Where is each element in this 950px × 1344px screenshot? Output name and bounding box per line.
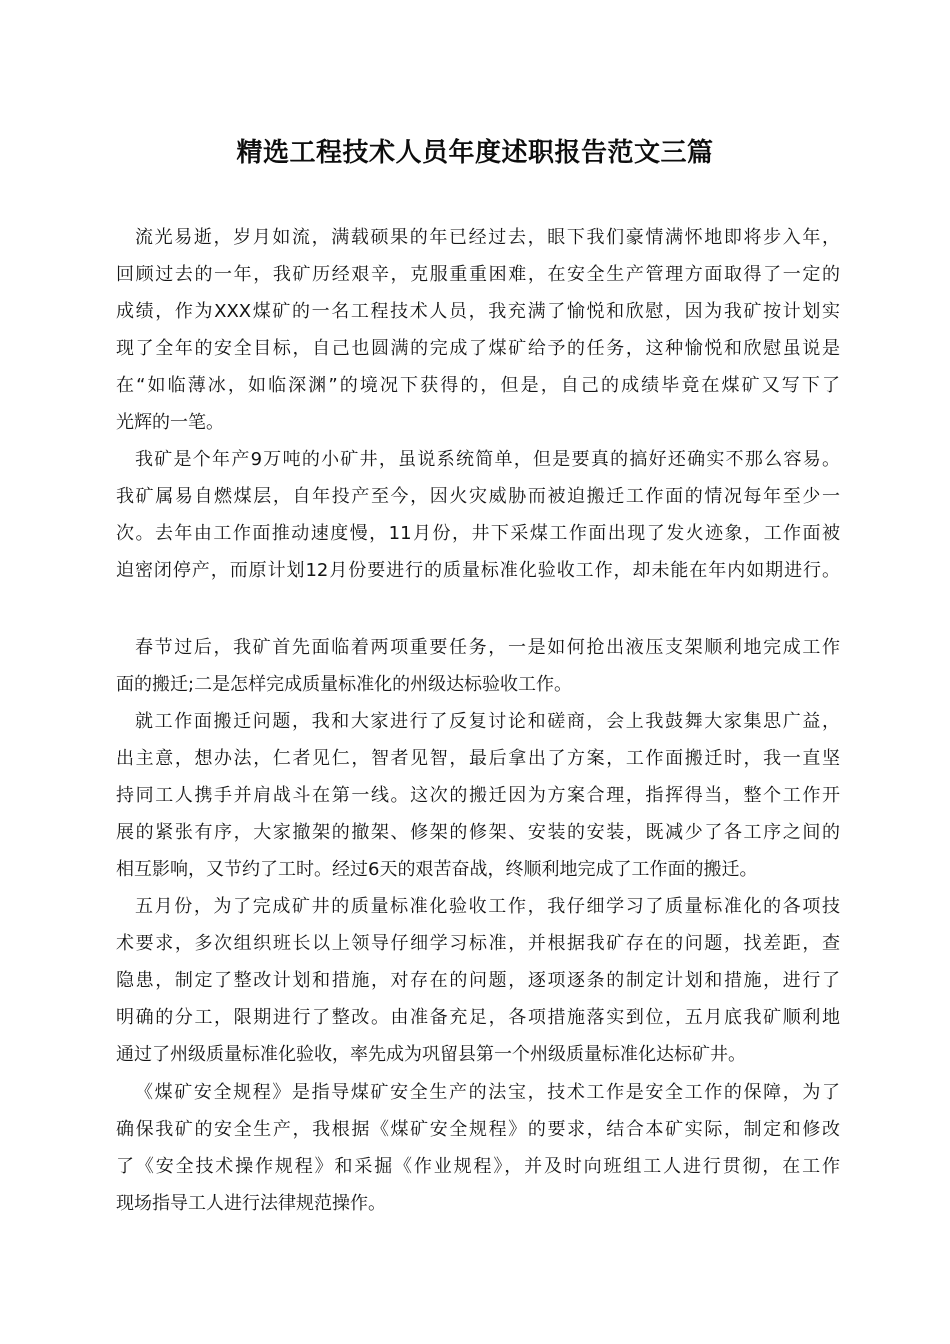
paragraph-4 <box>116 703 840 888</box>
paragraph-line: 现场指导工人进行法律规范操作。 <box>116 1193 386 1214</box>
paragraph-line: 相互影响，又节约了工时。经过6天的艰苦奋战，终顺利地完成了工作面的搬迁。 <box>116 859 758 880</box>
paragraph-line: 五月份，为了完成矿井的质量标准化验收工作，我仔细学习了质量标准化的各项技 <box>135 896 840 917</box>
paragraph-6 <box>116 1074 840 1222</box>
paragraph-3 <box>116 629 840 703</box>
paragraph-line: 展的紧张有序，大家撤架的撤架、修架的修架、安装的安装，既减少了各工序之间的 <box>116 822 840 843</box>
paragraph-2 <box>116 441 840 589</box>
paragraph-line: 我矿是个年产9万吨的小矿井，虽说系统简单，但是要真的搞好还确实不那么容易。 <box>135 449 840 470</box>
paragraph-line: 了《安全技术操作规程》和采掘《作业规程》，并及时向班组工人进行贯彻，在工作 <box>116 1156 840 1177</box>
paragraph-line: 回顾过去的一年，我矿历经艰辛，克服重重困难，在安全生产管理方面取得了一定的 <box>116 264 840 285</box>
paragraph-line: 就工作面搬迁问题，我和大家进行了反复讨论和磋商，会上我鼓舞大家集思广益， <box>135 711 840 732</box>
paragraph-line: 隐患，制定了整改计划和措施，对存在的问题，逐项逐条的制定计划和措施，进行了 <box>116 970 840 991</box>
paragraph-line: 面的搬迁;二是怎样完成质量标准化的州级达标验收工作。 <box>116 674 573 695</box>
paragraph-line: 迫密闭停产，而原计划12月份要进行的质量标准化验收工作，却未能在年内如期进行。 <box>116 560 840 581</box>
paragraph-1 <box>116 219 840 441</box>
paragraph-line: 我矿属易自燃煤层，自年投产至今，因火灾威胁而被迫搬迁工作面的情况每年至少一 <box>116 486 840 507</box>
document-title: 精选工程技术人员年度述职报告范文三篇 <box>236 138 714 168</box>
paragraph-line: 春节过后，我矿首先面临着两项重要任务，一是如何抢出液压支架顺利地完成工作 <box>135 637 840 658</box>
paragraph-line: 出主意，想办法，仁者见仁，智者见智，最后拿出了方案，工作面搬迁时，我一直坚 <box>116 748 840 769</box>
paragraph-line: 流光易逝，岁月如流，满载硕果的年已经过去，眼下我们豪情满怀地即将步入年， <box>135 227 840 248</box>
paragraph-line: 次。去年由工作面推动速度慢，11月份，井下采煤工作面出现了发火迹象，工作面被 <box>116 523 840 544</box>
paragraph-line: 通过了州级质量标准化验收，率先成为巩留县第一个州级质量标准化达标矿井。 <box>116 1044 746 1065</box>
paragraph-line: 现了全年的安全目标，自己也圆满的完成了煤矿给予的任务，这种愉悦和欣慰虽说是 <box>116 338 840 359</box>
paragraph-line: 在“如临薄冰，如临深渊”的境况下获得的，但是，自己的成绩毕竟在煤矿又写下了 <box>116 375 840 396</box>
paragraph-line: 明确的分工，限期进行了整改。由准备充足，各项措施落实到位，五月底我矿顺利地 <box>116 1007 840 1028</box>
paragraph-line: 成绩，作为XXX煤矿的一名工程技术人员，我充满了愉悦和欣慰，因为我矿按计划实 <box>116 301 840 322</box>
paragraph-line: 光辉的一笔。 <box>116 412 224 433</box>
paragraph-line: 术要求，多次组织班长以上领导仔细学习标准，并根据我矿存在的问题，找差距，查 <box>116 933 840 954</box>
paragraph-5 <box>116 888 840 1073</box>
paragraph-line: 确保我矿的安全生产，我根据《煤矿安全规程》的要求，结合本矿实际，制定和修改 <box>116 1119 840 1140</box>
paragraph-line: 持同工人携手并肩战斗在第一线。这次的搬迁因为方案合理，指挥得当，整个工作开 <box>116 785 840 806</box>
paragraph-line: 《煤矿安全规程》是指导煤矿安全生产的法宝，技术工作是安全工作的保障，为了 <box>135 1082 840 1103</box>
